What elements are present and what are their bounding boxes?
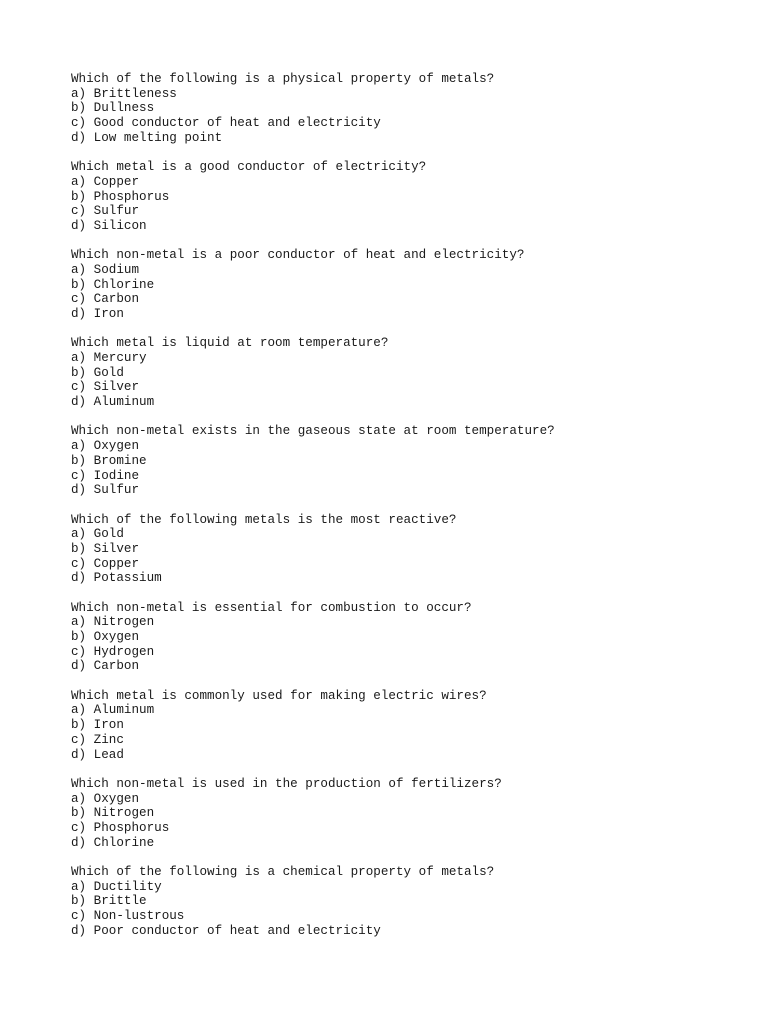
answer-option: d) Potassium [71,571,162,586]
answer-option: d) Aluminum [71,395,155,410]
question-text: Which non-metal exists in the gaseous state at room temperature? [71,424,555,439]
answer-option: a) Mercury [71,351,147,366]
answer-option: c) Phosphorus [71,820,170,835]
question-text: Which non-metal is essential for combustion to occur? [71,600,472,615]
answer-option: d) Poor conductor of heat and electricity [71,923,381,938]
question-block [71,248,731,322]
question-block [71,424,731,498]
answer-option: a) Sodium [71,262,140,277]
question-block [71,777,731,851]
question-block [71,513,731,587]
question-text: Which non-metal is a poor conductor of heat and electricity? [71,248,525,263]
answer-option: c) Zinc [71,732,124,747]
answer-option: c) Non-lustrous [71,909,185,924]
answer-option: d) Carbon [71,659,140,674]
answer-option: a) Nitrogen [71,615,155,630]
answer-option: c) Good conductor of heat and electricity [71,116,381,131]
question-text: Which of the following is a physical property of metals? [71,72,495,86]
answer-option: d) Low melting point [71,130,223,145]
answer-option: b) Bromine [71,453,147,468]
answer-option: c) Silver [71,380,140,395]
answer-option: a) Aluminum [71,703,155,718]
answer-option: d) Chlorine [71,835,155,850]
answer-option: c) Carbon [71,292,140,307]
answer-option: d) Iron [71,307,124,322]
answer-option: b) Gold [71,365,124,380]
answer-option: a) Gold [71,527,124,542]
quiz-document [71,72,731,953]
question-text: Which non-metal is used in the production of fertilizers? [71,776,502,791]
answer-option: c) Iodine [71,468,140,483]
question-block [71,689,731,763]
answer-option: a) Brittleness [71,86,177,101]
answer-option: d) Sulfur [71,483,140,498]
answer-option: b) Chlorine [71,277,155,292]
answer-option: b) Iron [71,718,124,733]
answer-option: c) Sulfur [71,204,140,219]
answer-option: d) Silicon [71,218,147,233]
question-block [71,865,731,939]
question-text: Which metal is commonly used for making electric wires? [71,688,487,703]
question-block [71,72,731,146]
question-text: Which of the following is a chemical property of metals? [71,864,495,879]
answer-option: b) Nitrogen [71,806,155,821]
answer-option: c) Hydrogen [71,644,155,659]
question-block [71,336,731,410]
answer-option: b) Phosphorus [71,189,170,204]
question-text: Which metal is liquid at room temperature? [71,336,389,351]
answer-option: b) Dullness [71,101,155,116]
answer-option: d) Lead [71,747,124,762]
answer-option: b) Silver [71,541,140,556]
answer-option: b) Oxygen [71,630,140,645]
answer-option: c) Copper [71,556,140,571]
answer-option: a) Oxygen [71,439,140,454]
answer-option: a) Ductility [71,879,162,894]
answer-option: a) Copper [71,174,140,189]
question-block [71,160,731,234]
question-text: Which metal is a good conductor of electricity? [71,160,427,175]
question-block [71,601,731,675]
answer-option: b) Brittle [71,894,147,909]
answer-option: a) Oxygen [71,791,140,806]
question-text: Which of the following metals is the most reactive? [71,512,457,527]
